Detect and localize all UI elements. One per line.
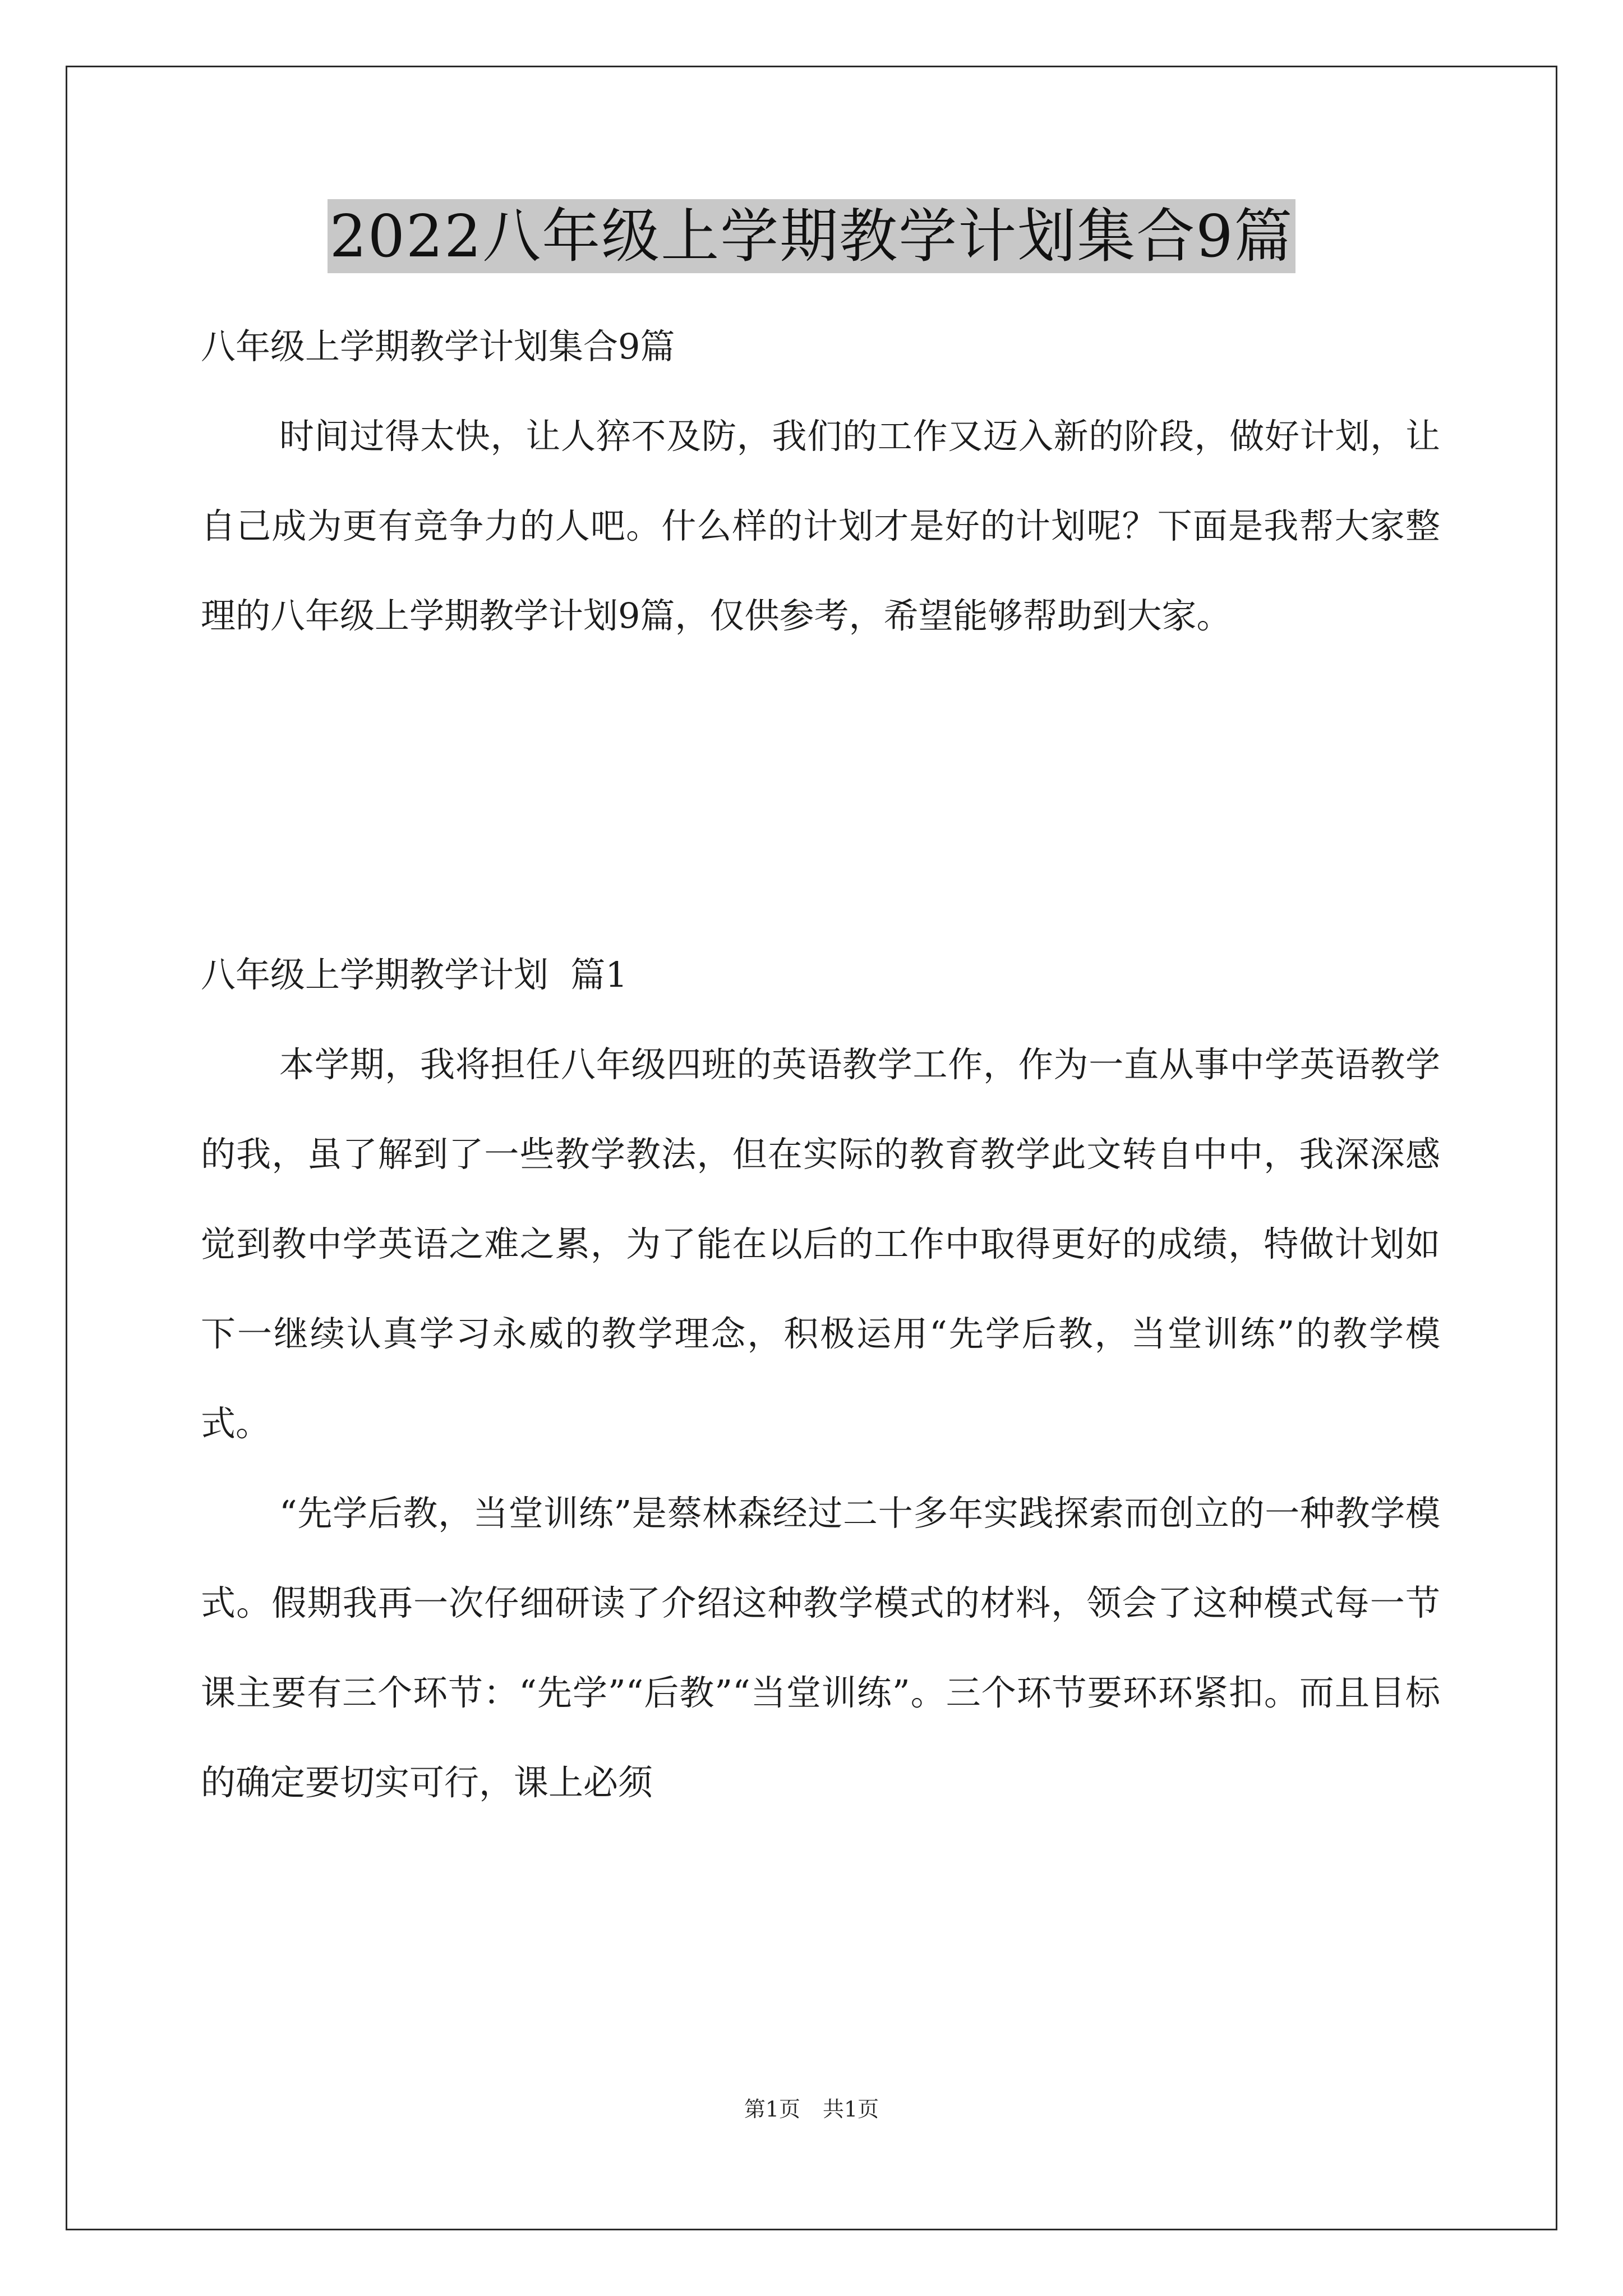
page-total: 共1页 (823, 2097, 879, 2122)
document-subtitle: 八年级上学期教学计划集合9篇 (201, 326, 675, 367)
section-1-heading: 八年级上学期教学计划 篇1 (201, 954, 628, 995)
page-number: 第1页 (744, 2097, 800, 2122)
title-container (0, 199, 1623, 273)
intro-paragraph: 时间过得太快，让人猝不及防，我们的工作又迈入新的阶段，做好计划，让自己成为更有竞争力的人吧。什么样的计划才是好的计划呢？下面是我帮大家整理的八年级上学期教学计划9篇，仅供参考，希望能够帮助到大家。 (201, 416, 1440, 636)
page-footer (0, 2095, 1623, 2123)
section-1-paragraph-1: 本学期，我将担任八年级四班的英语教学工作，作为一直从事中学英语教学的我，虽了解到了一些教学教法，但在实际的教育教学此文转自中中，我深深感觉到教中学英语之难之累，为了能在以后的工作中取得更好的成绩，特做计划如下一继续认真学习永威的教学理念，积极运用“先学后教，当堂训练”的教学模式。 (201, 1044, 1440, 1444)
section-1-paragraph-2: “先学后教，当堂训练”是蔡林森经过二十多年实践探索而创立的一种教学模式。假期我再一次仔细研读了介绍这种教学模式的材料，领会了这种模式每一节课主要有三个环节：“先学”“后教”“当堂训练”。三个环节要环环紧扣。而且目标的确定要切实可行，课上必须 (201, 1493, 1440, 1803)
document-body (201, 302, 1440, 661)
section-1 (201, 930, 1440, 1828)
document-title: 2022八年级上学期教学计划集合9篇 (328, 199, 1296, 273)
